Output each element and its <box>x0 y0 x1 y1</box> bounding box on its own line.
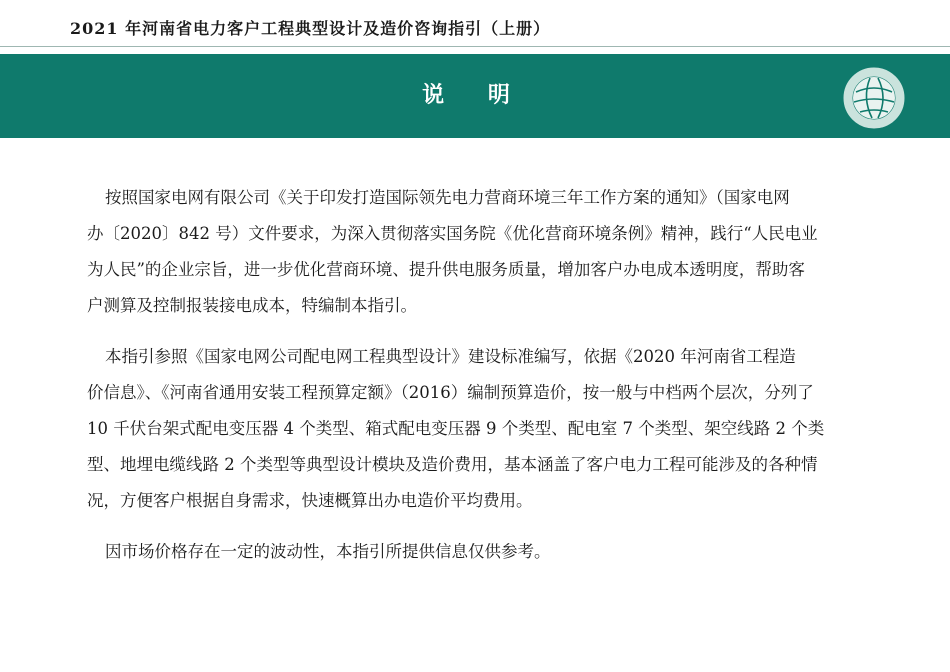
paragraph-3 <box>87 534 867 570</box>
state-grid-logo-icon <box>826 58 922 136</box>
text-line: 价信息》、《河南省通用安装工程预算定额》（2016）编制预算造价，按一般与中档两个层次，分列了 <box>87 383 814 402</box>
text-line: 户测算及控制报装接电成本，特编制本指引。 <box>87 296 417 315</box>
text-line: 10 千伏台架式配电变压器 4 个类型、箱式配电变压器 9 个类型、配电室 7 个类型、架空线路 2 个类 <box>87 419 825 438</box>
paragraph-1 <box>87 180 867 324</box>
document-body <box>87 180 867 570</box>
text-line: 型、地埋电缆线路 2 个类型等典型设计模块及造价费用，基本涵盖了客户电力工程可能涉及的各种情 <box>87 455 818 474</box>
text-line: 办〔2020〕842 号）文件要求，为深入贯彻落实国务院《优化营商环境条例》精神，践行“人民电业 <box>87 224 818 243</box>
text-line: 因市场价格存在一定的波动性，本指引所提供信息仅供参考。 <box>105 542 551 561</box>
text-line: 为人民”的企业宗旨，进一步优化营商环境、提升供电服务质量，增加客户办电成本透明度，帮助客 <box>87 260 805 279</box>
section-title: 说 明 <box>422 83 528 108</box>
document-header-title: 2021 年河南省电力客户工程典型设计及造价咨询指引（上册） <box>70 19 551 38</box>
text-line: 况，方便客户根据自身需求，快速概算出办电造价平均费用。 <box>87 491 533 510</box>
paragraph-2 <box>87 339 867 519</box>
section-banner <box>0 54 950 138</box>
text-line: 本指引参照《国家电网公司配电网工程典型设计》建设标准编写，依据《2020 年河南省工程造 <box>105 347 796 366</box>
text-line: 按照国家电网有限公司《关于印发打造国际领先电力营商环境三年工作方案的通知》（国家电网 <box>105 188 790 207</box>
header-divider <box>0 46 950 47</box>
